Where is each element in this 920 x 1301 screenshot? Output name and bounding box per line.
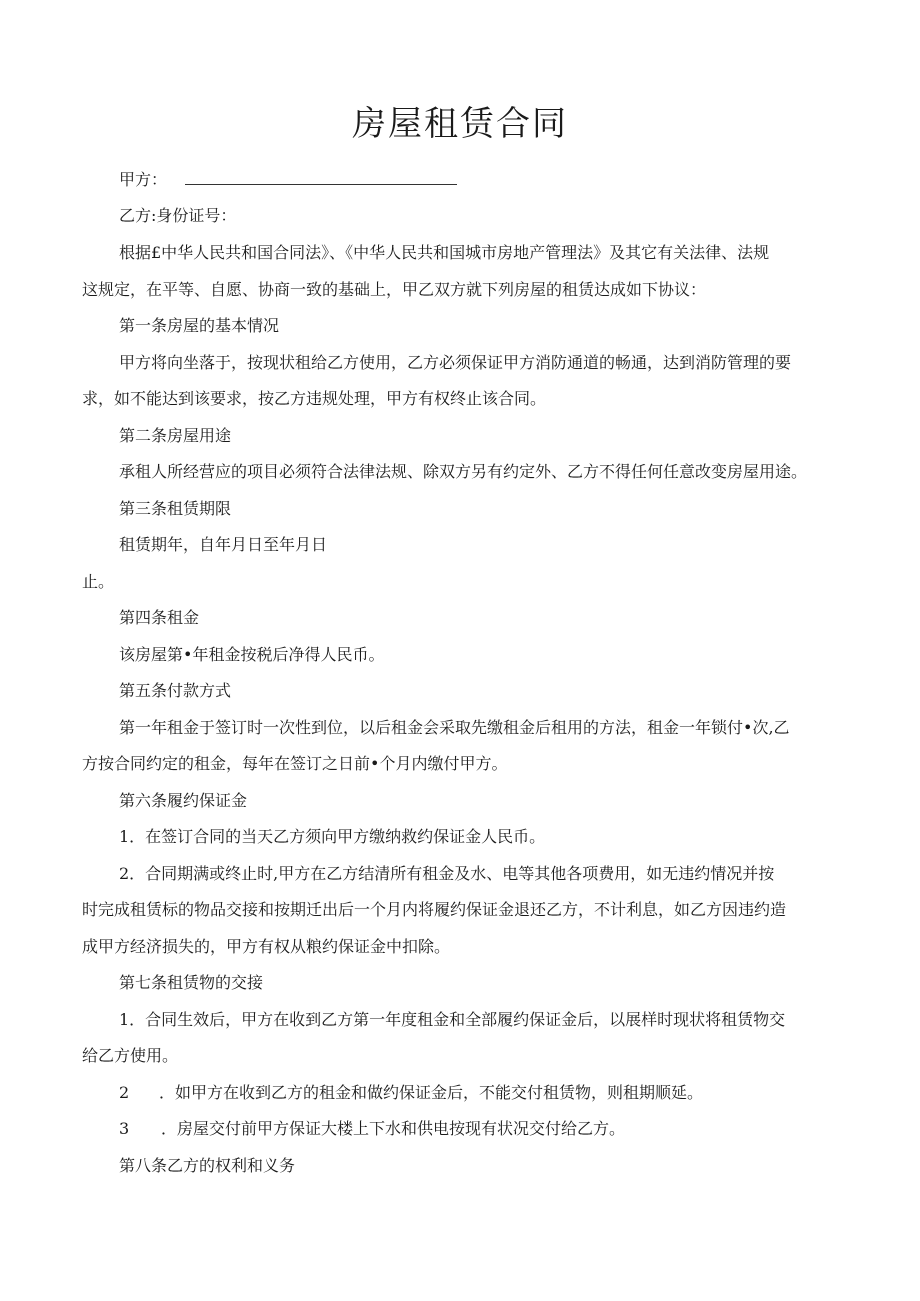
article-7-item-1-line-1: 1．合同生效后，甲方在收到乙方第一年度租金和全部履约保证金后，以展样时现状将租赁物交 <box>119 1010 786 1029</box>
party-a-blank <box>185 170 457 185</box>
article-6-title: 第六条履约保证金 <box>119 791 248 810</box>
article-6-item-1: 1．在签订合同的当天乙方须向甲方缴纳救约保证金人民币。 <box>119 827 546 846</box>
preamble-line-2: 这规定，在平等、自愿、协商一致的基础上，甲乙双方就下列房屋的租赁达成如下协议： <box>82 280 707 299</box>
item-text: ．如甲方在收到乙方的租金和做约保证金后，不能交付租赁物，则租期顺延。 <box>159 1083 704 1102</box>
item-text: ．房屋交付前甲方保证大楼上下水和供电按现有状况交付给乙方。 <box>161 1119 626 1138</box>
article-2-para: 承租人所经营应的项目必须符合法律法规、除双方另有约定外、乙方不得任何任意改变房屋用途。 <box>119 462 808 481</box>
article-7-title: 第七条租赁物的交接 <box>119 973 264 992</box>
article-1-title: 第一条房屋的基本情况 <box>119 316 280 335</box>
article-8-title: 第八条乙方的权利和义务 <box>119 1156 296 1175</box>
item-number: 3 <box>119 1119 130 1138</box>
article-3-para-line-2: 止。 <box>82 572 115 591</box>
article-3-title: 第三条租赁期限 <box>119 499 232 518</box>
article-7-item-2 <box>119 1083 879 1103</box>
party-a-line <box>119 170 879 190</box>
article-4-title: 第四条租金 <box>119 608 200 627</box>
party-b-line: 乙方:身份证号： <box>119 206 237 225</box>
preamble-line-1: 根据£中华人民共和国合同法》、《中华人民共和国城市房地产管理法》及其它有关法律、法规 <box>119 243 770 262</box>
article-1-para-line-1: 甲方将向坐落于，按现状租给乙方使用，乙方必须保证甲方消防通道的畅通，达到消防管理的要 <box>119 353 792 372</box>
article-6-item-2-line-1: 2．合同期满或终止时,甲方在乙方结清所有租金及水、电等其他各项费用，如无违约情况并按 <box>119 864 775 883</box>
article-6-item-2-line-3: 成甲方经济损失的，甲方有权从粮约保证金中扣除。 <box>82 937 451 956</box>
party-a-label: 甲方： <box>119 170 168 189</box>
article-7-item-1-line-2: 给乙方使用。 <box>82 1046 179 1065</box>
article-4-para: 该房屋第•年租金按税后净得人民币。 <box>119 645 385 664</box>
page-title: 房屋租赁合同 <box>352 104 568 144</box>
article-5-title: 第五条付款方式 <box>119 681 232 700</box>
article-7-item-3 <box>119 1119 879 1139</box>
article-2-title: 第二条房屋用途 <box>119 426 232 445</box>
article-5-para-line-1: 第一年租金于签订时一次性到位，以后租金会采取先缴租金后租用的方法，租金一年锁付•次,乙 <box>119 718 790 737</box>
article-5-para-line-2: 方按合同约定的租金，每年在签订之日前•个月内缴付甲方。 <box>82 754 508 773</box>
article-3-para-line-1: 租赁期年，自年月日至年月日 <box>119 535 328 554</box>
article-1-para-line-2: 求，如不能达到该要求，按乙方违规处理，甲方有权终止该合同。 <box>82 389 547 408</box>
item-number: 2 <box>119 1083 130 1102</box>
article-6-item-2-line-2: 时完成租赁标的物品交接和按期迁出后一个月内将履约保证金退还乙方，不计利息，如乙方因违约造 <box>82 900 787 919</box>
